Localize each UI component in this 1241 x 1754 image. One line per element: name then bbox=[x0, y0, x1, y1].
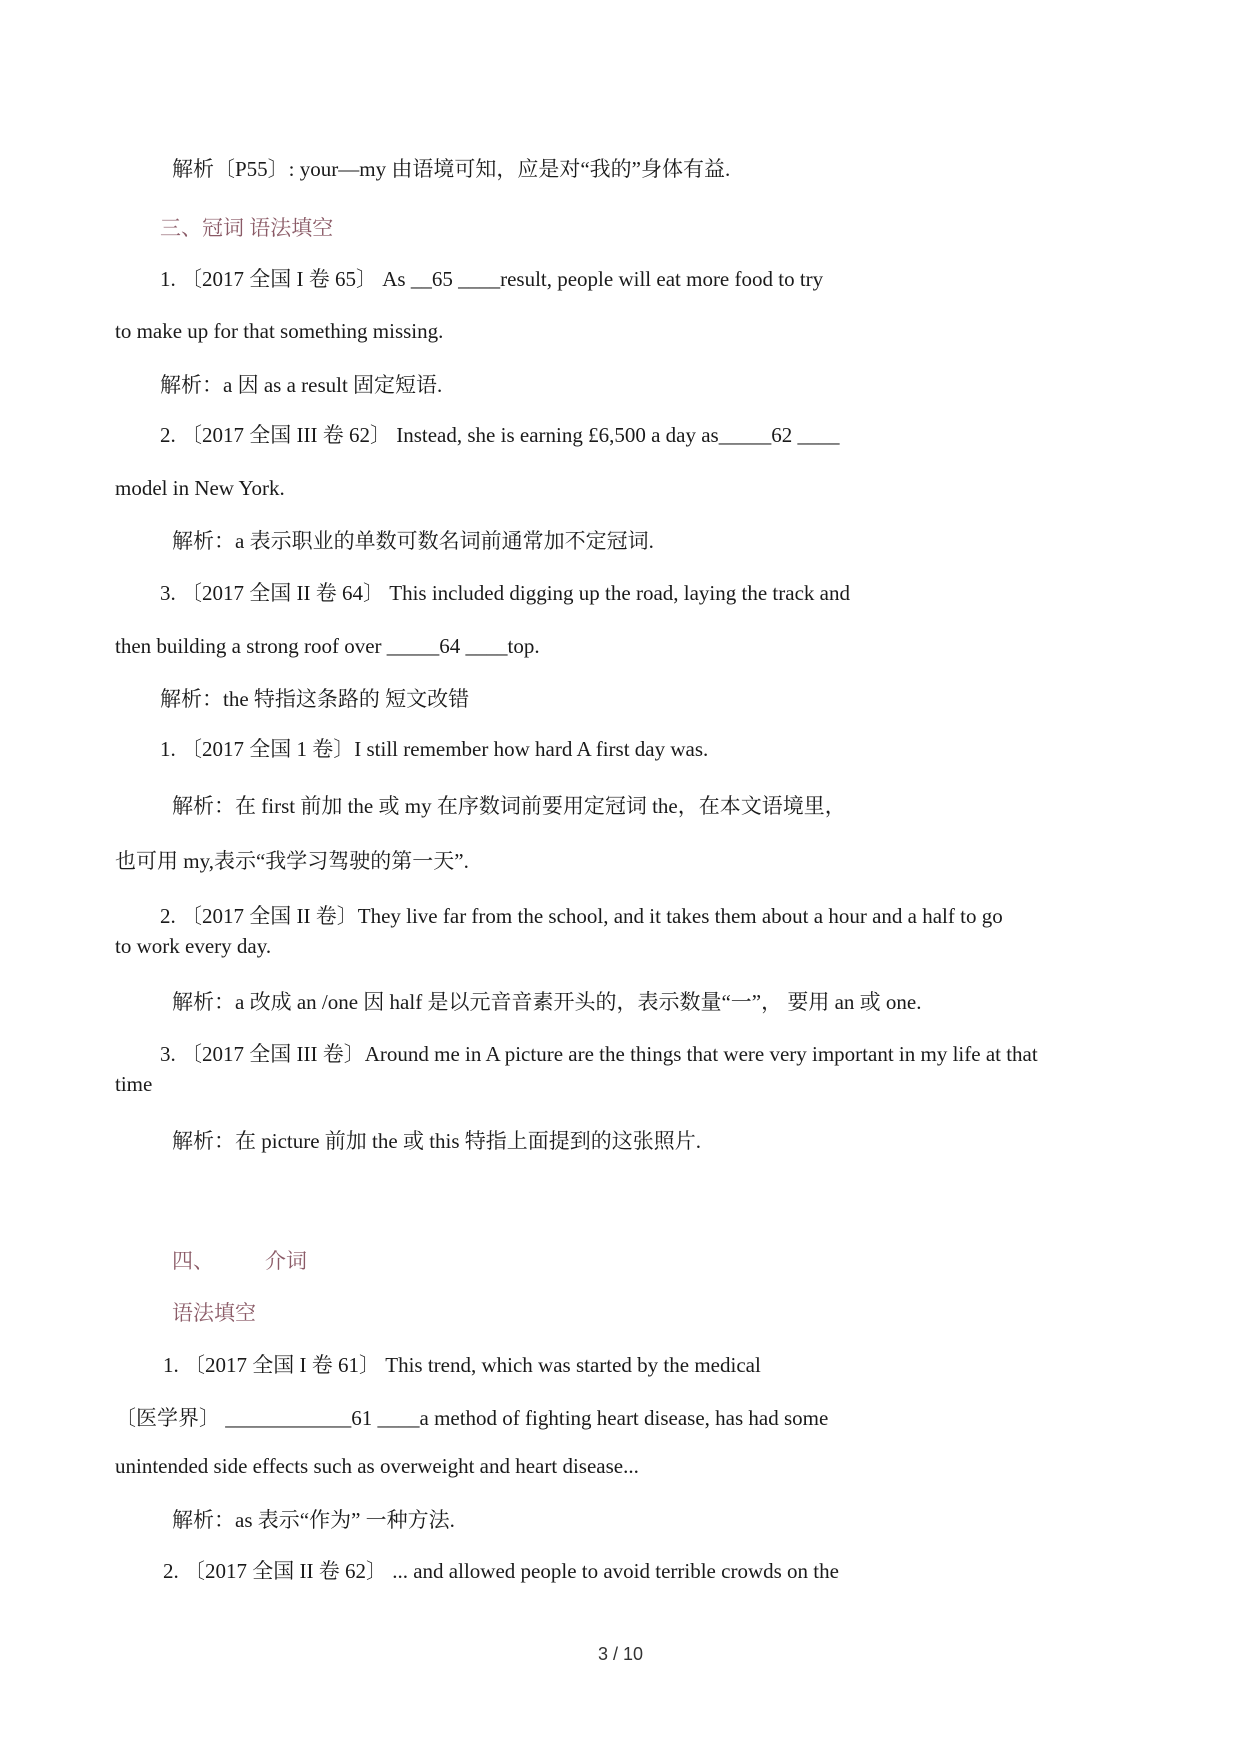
error-correction-2: 2. 〔2017 全国 II 卷〕They live far from the school, and it takes them about a hour and a half to go bbox=[160, 904, 1003, 928]
error-correction-2-cont: to work every day. bbox=[115, 934, 272, 958]
preposition-question-1-cont2: unintended side effects such as overweight and heart disease... bbox=[115, 1454, 639, 1478]
analysis-ec-1-cont: 也可用 my,表示“我学习驾驶的第一天”. bbox=[115, 849, 469, 873]
question-2: 2. 〔2017 全国 III 卷 62〕 Instead, she is earning £6,500 a day as_____62 ____ bbox=[160, 423, 840, 447]
preposition-question-1: 1. 〔2017 全国 I 卷 61〕 This trend, which was started by the medical bbox=[163, 1353, 761, 1377]
question-1-cont: to make up for that something missing. bbox=[115, 319, 444, 343]
question-1: 1. 〔2017 全国 I 卷 65〕 As __65 ____result, people will eat more food to try bbox=[160, 267, 824, 291]
question-3: 3. 〔2017 全国 II 卷 64〕 This included digging up the road, laying the track and bbox=[160, 581, 850, 605]
question-3-cont: then building a strong roof over _____64 ____top. bbox=[115, 634, 540, 658]
analysis-1: 解析：a 因 as a result 固定短语. bbox=[160, 373, 443, 397]
error-correction-3-cont: time bbox=[115, 1072, 153, 1096]
error-correction-3: 3. 〔2017 全国 III 卷〕Around me in A picture are the things that were very important in my life at that bbox=[160, 1042, 1038, 1066]
analysis-ec-1: 解析：在 first 前加 the 或 my 在序数词前要用定冠词 the，在本文语境里， bbox=[172, 794, 846, 818]
preposition-question-2: 2. 〔2017 全国 II 卷 62〕 ... and allowed people to avoid terrible crowds on the bbox=[163, 1559, 839, 1583]
analysis-ec-3: 解析：在 picture 前加 the 或 this 特指上面提到的这张照片. bbox=[172, 1129, 702, 1153]
analysis-ec-2: 解析：a 改成 an /one 因 half 是以元音音素开头的，表示数量“一”， 要用 an 或 one. bbox=[172, 990, 922, 1014]
analysis-3: 解析：the 特指这条路的 短文改错 bbox=[160, 687, 470, 711]
question-2-cont: model in New York. bbox=[115, 476, 285, 500]
section-heading-articles: 三、冠词 语法填空 bbox=[160, 216, 334, 240]
error-correction-1: 1. 〔2017 全国 1 卷〕I still remember how hard A first day was. bbox=[160, 737, 709, 761]
subheading-grammar-fill: 语法填空 bbox=[172, 1301, 256, 1325]
analysis-2: 解析：a 表示职业的单数可数名词前通常加不定冠词. bbox=[172, 529, 654, 553]
preposition-analysis-1: 解析：as 表示“作为” 一种方法. bbox=[172, 1508, 455, 1532]
section-heading-prepositions: 介词 bbox=[265, 1249, 307, 1273]
analysis-p55: 解析〔P55〕: your—my 由语境可知，应是对“我的”身体有益. bbox=[172, 157, 731, 181]
preposition-question-1-cont: 〔医学界〕 ____________61 ____a method of fighting heart disease, has had some bbox=[115, 1406, 829, 1430]
page-number: 3 / 10 bbox=[597, 1644, 644, 1664]
section-number-four: 四、 bbox=[172, 1249, 214, 1273]
